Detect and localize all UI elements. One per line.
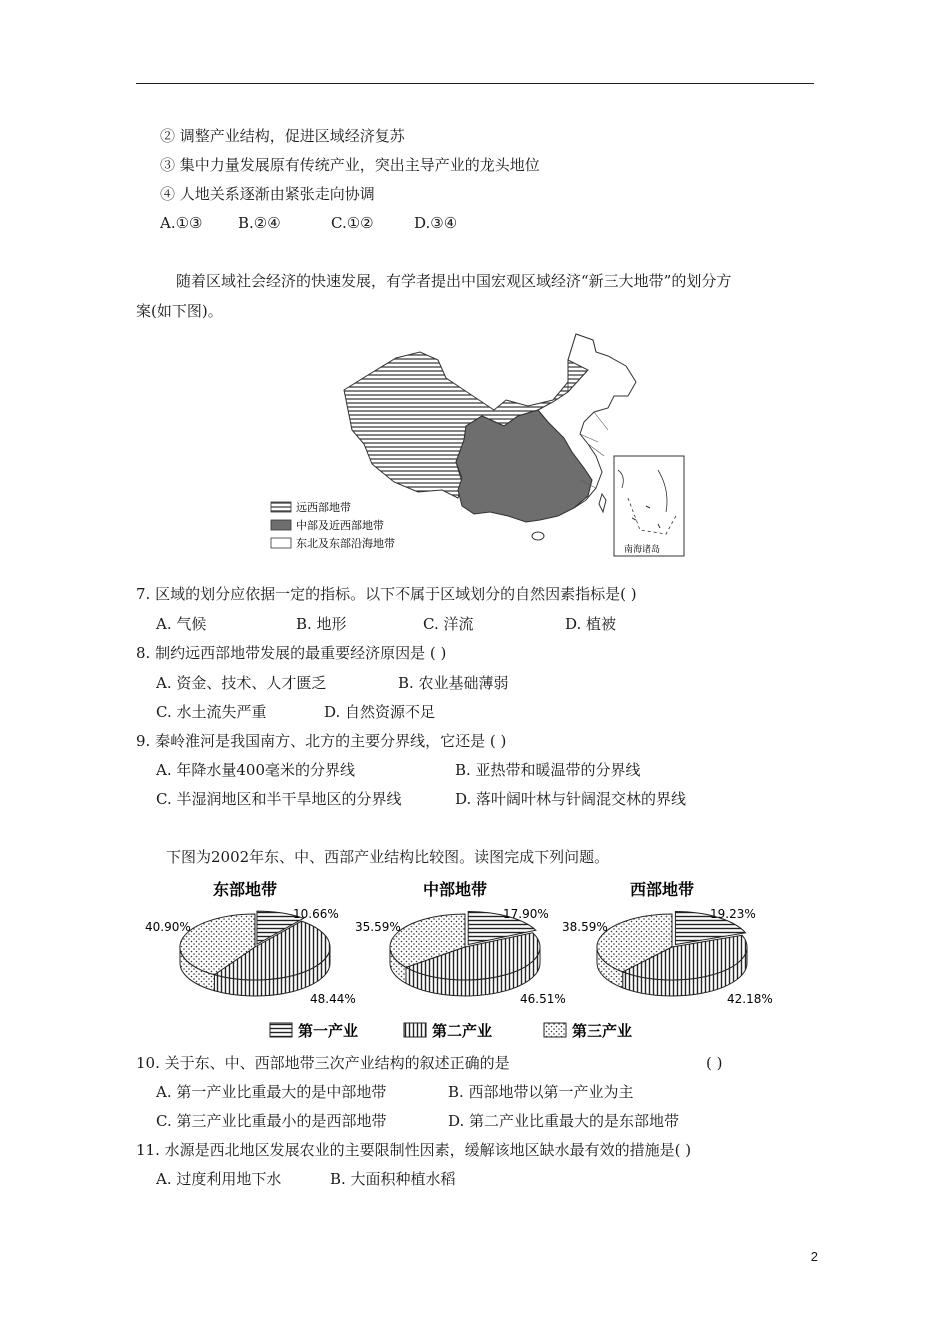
pie-legend-label-primary: 第一产业: [298, 1022, 359, 1040]
q9-stem: 9. 秦岭淮河是我国南方、北方的主要分界线，它还是 ( ): [136, 732, 507, 750]
pie-1-label-primary: 17.90%: [503, 907, 549, 921]
statement-2: ② 调整产业结构，促进区域经济复苏: [160, 127, 405, 145]
q9-option-b: B. 亚热带和暖温带的分界线: [455, 761, 641, 779]
q9-option-c: C. 半湿润地区和半干旱地区的分界线: [156, 790, 402, 808]
q9-option-a: A. 年降水量400毫米的分界线: [156, 761, 356, 779]
option-b: B.②④: [238, 214, 281, 232]
pie-1-label-secondary: 46.51%: [520, 992, 566, 1006]
q8-option-b: B. 农业基础薄弱: [398, 674, 509, 692]
header-rule: [136, 83, 814, 84]
pie-2-label-primary: 19.23%: [710, 907, 756, 921]
pie-legend-swatch-tertiary: [544, 1023, 566, 1037]
q7-option-a: A. 气候: [156, 615, 207, 633]
inset-label: 南海诸岛: [624, 545, 661, 555]
q8-option-d: D. 自然资源不足: [324, 703, 436, 721]
q11-stem: 11. 水源是西北地区发展农业的主要限制性因素，缓解该地区缺水最有效的措施是( ): [136, 1141, 692, 1159]
pie-2-title: 西部地带: [629, 880, 695, 899]
pie-0-label-secondary: 48.44%: [310, 992, 356, 1006]
pie-legend-swatch-primary: [270, 1023, 292, 1037]
option-d: D.③④: [414, 214, 458, 232]
legend-label-east: 东北及东部沿海地带: [296, 537, 395, 550]
legend-swatch-far-west: [271, 502, 291, 512]
intro-paragraph-1-cont: 案(如下图)。: [136, 302, 223, 320]
page-number: 2: [810, 1249, 818, 1264]
option-a: A.①③: [160, 214, 203, 232]
china-region-map: [268, 330, 688, 560]
q10-option-d: D. 第二产业比重最大的是东部地带: [448, 1112, 680, 1130]
statement-3: ③ 集中力量发展原有传统产业，突出主导产业的龙头地位: [160, 156, 540, 174]
q7-stem: 7. 区域的划分应依据一定的指标。以下不属于区域划分的自然因素指标是( ): [136, 585, 637, 603]
legend-swatch-east: [271, 538, 291, 548]
q8-option-a: A. 资金、技术、人才匮乏: [156, 674, 327, 692]
pie-2-label-secondary: 42.18%: [727, 992, 773, 1006]
option-c: C.①②: [331, 214, 374, 232]
q10-option-a: A. 第一产业比重最大的是中部地带: [156, 1083, 387, 1101]
q7-option-c: C. 洋流: [423, 615, 474, 633]
legend-swatch-central: [271, 520, 291, 530]
intro-paragraph-2: 下图为2002年东、中、西部产业结构比较图。读图完成下列问题。: [166, 848, 610, 866]
q10-paren: ( ): [706, 1054, 723, 1072]
q10-option-b: B. 西部地带以第一产业为主: [448, 1083, 634, 1101]
q7-option-b: B. 地形: [296, 615, 347, 633]
pie-legend-swatch-secondary: [404, 1023, 426, 1037]
pie-legend-label-tertiary: 第三产业: [572, 1022, 633, 1040]
pie-legend-label-secondary: 第二产业: [432, 1022, 493, 1040]
taiwan-island: [599, 494, 606, 512]
statement-4: ④ 人地关系逐渐由紧张走向协调: [160, 185, 375, 203]
intro-paragraph-1: 随着区域社会经济的快速发展，有学者提出中国宏观区域经济“新三大地带”的划分方: [176, 272, 732, 290]
south-sea-inset: [614, 456, 684, 556]
legend-label-central: 中部及近西部地带: [296, 519, 384, 532]
pie-0-label-primary: 10.66%: [293, 907, 339, 921]
industry-pie-charts: [145, 875, 800, 1050]
q10-stem: 10. 关于东、中、西部地带三次产业结构的叙述正确的是: [136, 1054, 510, 1072]
q8-option-c: C. 水土流失严重: [156, 703, 267, 721]
hainan-island: [532, 532, 544, 540]
pie-0-label-tertiary: 40.90%: [145, 920, 191, 934]
legend-label-far-west: 远西部地带: [296, 501, 351, 514]
pie-1-title: 中部地带: [422, 880, 488, 899]
q8-stem: 8. 制约远西部地带发展的最重要经济原因是 ( ): [136, 644, 447, 662]
q11-option-a: A. 过度利用地下水: [156, 1170, 282, 1188]
pie-2-label-tertiary: 38.59%: [562, 920, 608, 934]
q7-option-d: D. 植被: [565, 615, 617, 633]
pie-1-label-tertiary: 35.59%: [355, 920, 401, 934]
q11-option-b: B. 大面积种植水稻: [330, 1170, 456, 1188]
q9-option-d: D. 落叶阔叶林与针阔混交林的界线: [455, 790, 687, 808]
q10-option-c: C. 第三产业比重最小的是西部地带: [156, 1112, 387, 1130]
pie-0-title: 东部地带: [212, 880, 278, 899]
